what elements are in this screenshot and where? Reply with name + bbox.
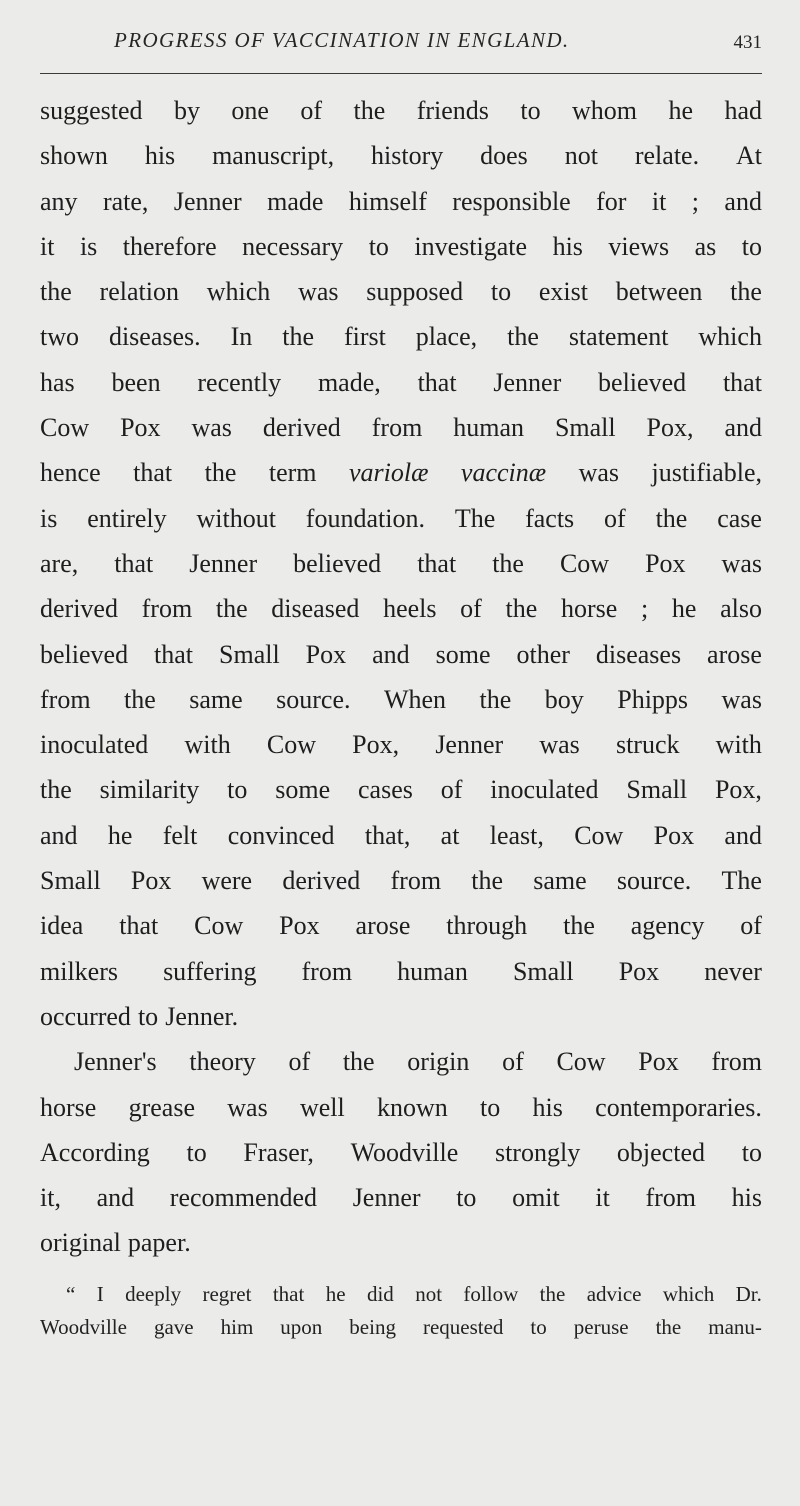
word: origin	[407, 1047, 470, 1077]
word: and	[724, 413, 762, 443]
word: one	[231, 96, 269, 125]
block-quote	[40, 1278, 762, 1344]
word: was	[191, 413, 232, 443]
word: of	[300, 96, 323, 125]
word: to	[456, 1183, 477, 1213]
word: his	[532, 1092, 563, 1122]
word: as	[694, 231, 717, 261]
word: Woodville	[40, 1315, 127, 1339]
word: did	[366, 1282, 394, 1306]
word: of	[740, 911, 762, 941]
word: In	[230, 322, 253, 352]
text-line	[40, 858, 762, 903]
word: Fraser,	[243, 1137, 314, 1167]
word: relate.	[634, 141, 700, 171]
word: grease	[128, 1092, 195, 1122]
word: shown	[40, 141, 108, 171]
text-line	[40, 994, 762, 1039]
page-number: 431	[733, 32, 762, 53]
word: that	[722, 367, 762, 397]
word: he	[107, 820, 133, 850]
word: same	[189, 684, 243, 714]
word: manu-	[708, 1315, 762, 1339]
text-line	[40, 586, 762, 631]
quote-line	[40, 1311, 762, 1344]
word: derived	[282, 866, 361, 896]
word: first	[343, 322, 386, 352]
word: occurred	[40, 1001, 131, 1031]
text-line	[40, 450, 762, 495]
word: similarity	[99, 775, 200, 805]
word: suffering	[163, 956, 257, 986]
word: boy	[544, 684, 584, 714]
word: diseases	[595, 639, 682, 669]
text-line	[40, 360, 762, 405]
word: Pox	[653, 820, 695, 850]
word: responsible	[452, 186, 571, 216]
text-line	[40, 767, 762, 812]
word: it	[40, 231, 55, 261]
word: original	[40, 1228, 121, 1258]
word: felt	[162, 820, 198, 850]
word: Cow	[266, 730, 316, 760]
word: which	[662, 1282, 715, 1306]
word: inoculated	[490, 775, 599, 805]
word: of	[288, 1047, 311, 1077]
word: for	[596, 186, 627, 216]
word: diseased	[271, 594, 360, 624]
word: ;	[640, 594, 649, 624]
word: from	[711, 1047, 762, 1077]
word: deeply	[125, 1282, 182, 1306]
text-line	[40, 88, 762, 133]
text-line	[40, 813, 762, 858]
text-line	[40, 1220, 762, 1265]
word: known	[377, 1092, 448, 1122]
text-line	[40, 1085, 762, 1130]
word: to	[368, 231, 389, 261]
word: Pox	[120, 413, 161, 443]
text-line	[40, 1130, 762, 1175]
word: two	[40, 322, 79, 352]
word: I	[96, 1282, 104, 1306]
word: which	[698, 322, 762, 352]
word: same	[533, 866, 587, 896]
word: of	[460, 594, 482, 624]
word: heels	[383, 594, 437, 624]
word: Dr.	[735, 1282, 762, 1306]
word: the	[563, 911, 595, 941]
word: that	[133, 458, 173, 488]
word: Jenner's	[74, 1047, 157, 1077]
word: been	[111, 367, 161, 397]
word: some	[435, 639, 491, 669]
word: Woodville	[350, 1137, 459, 1167]
word: the	[40, 775, 72, 805]
word: idea	[40, 911, 84, 941]
word: The	[721, 866, 762, 896]
word: with	[715, 730, 762, 760]
running-title: PROGRESS OF VACCINATION IN ENGLAND.	[114, 28, 570, 52]
word: Cow	[574, 820, 624, 850]
word: Cow	[559, 548, 610, 578]
word: other	[516, 639, 570, 669]
word: Pox	[279, 911, 320, 941]
word: place,	[415, 322, 478, 352]
word: struck	[615, 730, 680, 760]
word: statement	[568, 322, 669, 352]
word: Pox,	[352, 730, 400, 760]
word: the	[40, 277, 72, 307]
word: it	[651, 186, 667, 216]
word: diseases.	[108, 322, 201, 352]
text-line	[40, 1039, 762, 1084]
word: arose	[707, 639, 762, 669]
word: the	[215, 594, 248, 624]
text-line	[40, 632, 762, 677]
word: vaccinæ	[460, 458, 547, 488]
word: peruse	[573, 1315, 629, 1339]
word: variolæ	[348, 458, 429, 488]
word: were	[201, 866, 253, 896]
word: rate,	[102, 186, 149, 216]
word: to	[137, 1001, 159, 1031]
quote-line	[40, 1278, 762, 1311]
word: derived	[262, 413, 341, 443]
word: the	[471, 866, 504, 896]
word: the	[507, 322, 539, 352]
word: the	[730, 277, 762, 307]
word: paper.	[127, 1228, 191, 1258]
word: from	[301, 956, 353, 986]
word: recently	[197, 367, 282, 397]
word: him	[220, 1315, 254, 1339]
word: case	[717, 503, 762, 533]
word: to	[480, 1092, 501, 1122]
word: his	[731, 1183, 762, 1213]
word: not	[415, 1282, 443, 1306]
word: made	[267, 186, 324, 216]
word: Small	[554, 413, 616, 443]
word: of	[502, 1047, 524, 1077]
word: When	[383, 684, 447, 714]
word: from	[371, 413, 423, 443]
word: that	[272, 1282, 305, 1306]
word: that	[417, 548, 457, 578]
word: to	[227, 775, 248, 805]
word: from	[141, 594, 193, 624]
word: which	[206, 277, 271, 307]
word: Pox	[645, 548, 686, 578]
word: that	[417, 367, 457, 397]
word: The	[454, 503, 496, 533]
word: it	[595, 1183, 610, 1213]
word: views	[608, 231, 670, 261]
word: human	[397, 956, 468, 986]
word: term	[268, 458, 317, 488]
word: between	[615, 277, 703, 307]
word: investigate	[414, 231, 528, 261]
word: recommended	[169, 1183, 318, 1213]
word: Small	[40, 866, 101, 896]
word: to	[520, 96, 541, 125]
word: never	[704, 956, 762, 986]
word: was	[298, 277, 339, 307]
word: manuscript,	[212, 141, 335, 171]
word: made,	[317, 367, 381, 397]
word: Jenner	[352, 1183, 421, 1213]
word: horse	[560, 594, 618, 624]
word: to	[186, 1137, 207, 1167]
word: had	[724, 96, 762, 125]
word: Phipps	[617, 684, 689, 714]
word: cases	[358, 775, 413, 805]
word: inoculated	[40, 730, 149, 760]
word: was	[721, 684, 762, 714]
word: hence	[40, 458, 101, 488]
word: exist	[538, 277, 588, 307]
word: the	[479, 684, 512, 714]
word: Jenner	[435, 730, 504, 760]
running-head	[40, 28, 762, 68]
word: without	[196, 503, 276, 533]
word: objected	[616, 1137, 705, 1167]
text-line	[40, 133, 762, 178]
word: his	[144, 141, 176, 171]
word: his	[552, 231, 583, 261]
word: through	[446, 911, 528, 941]
word: Cow	[194, 911, 244, 941]
word: to	[490, 277, 512, 307]
word: supposed	[366, 277, 464, 307]
word: and	[96, 1183, 135, 1213]
word: also	[720, 594, 762, 624]
word: Jenner	[189, 548, 258, 578]
word: and	[40, 820, 78, 850]
word: the	[539, 1282, 566, 1306]
word: has	[40, 367, 75, 397]
word: regret	[202, 1282, 252, 1306]
word: does	[480, 141, 528, 171]
word: at	[440, 820, 460, 850]
word: that	[119, 911, 159, 941]
word: any	[40, 186, 78, 216]
word: the	[124, 684, 156, 714]
text-line	[40, 314, 762, 359]
word: friends	[416, 96, 489, 125]
word: to	[741, 1137, 762, 1167]
word: the	[655, 1315, 682, 1339]
word: follow	[463, 1282, 519, 1306]
word: that	[154, 639, 194, 669]
word: Jenner.	[165, 1001, 239, 1031]
text-line	[40, 541, 762, 586]
word: history	[371, 141, 444, 171]
word: advice	[586, 1282, 642, 1306]
word: relation	[99, 277, 179, 307]
word: from	[40, 684, 91, 714]
word: he	[325, 1282, 346, 1306]
word: According	[40, 1137, 150, 1167]
word: Jenner	[173, 186, 242, 216]
word: being	[349, 1315, 396, 1339]
word: foundation.	[305, 503, 425, 533]
word: well	[299, 1092, 345, 1122]
word: At	[736, 141, 762, 171]
word: of	[604, 503, 626, 533]
word: horse	[40, 1092, 97, 1122]
text-line	[40, 1175, 762, 1220]
word: to	[530, 1315, 547, 1339]
word: was	[539, 730, 580, 760]
word: the	[353, 96, 386, 125]
word: Pox,	[714, 775, 762, 805]
text-line	[40, 496, 762, 541]
word: source.	[616, 866, 692, 896]
word: was	[721, 548, 762, 578]
word: the	[282, 322, 314, 352]
word: the	[505, 594, 538, 624]
word: to	[741, 231, 762, 261]
word: suggested	[40, 96, 143, 125]
word: Pox	[638, 1047, 679, 1077]
word: facts	[525, 503, 575, 533]
word: by	[173, 96, 200, 125]
word: not	[564, 141, 598, 171]
word: Pox,	[646, 413, 694, 443]
word: milkers	[40, 956, 118, 986]
word: the	[655, 503, 688, 533]
word: least,	[489, 820, 544, 850]
word: strongly	[494, 1137, 581, 1167]
word: Small	[626, 775, 688, 805]
word: the	[204, 458, 237, 488]
word: “	[66, 1282, 76, 1306]
word: from	[390, 866, 442, 896]
word: convinced	[227, 820, 335, 850]
word: Pox	[618, 956, 660, 986]
word: Pox	[130, 866, 172, 896]
word: it,	[40, 1183, 61, 1213]
word: entirely	[87, 503, 167, 533]
word: derived	[40, 594, 118, 624]
word: that	[114, 548, 154, 578]
word: believed	[598, 367, 687, 397]
word: Jenner	[493, 367, 562, 397]
text-line	[40, 405, 762, 450]
word: are,	[40, 548, 79, 578]
word: gave	[153, 1315, 194, 1339]
word: and	[724, 186, 762, 216]
text-line	[40, 179, 762, 224]
text-line	[40, 677, 762, 722]
word: Pox	[305, 639, 347, 669]
word: agency	[630, 911, 705, 941]
word: Cow	[556, 1047, 606, 1077]
word: is	[79, 231, 98, 261]
text-line	[40, 722, 762, 767]
word: theory	[189, 1047, 256, 1077]
word: that,	[364, 820, 411, 850]
word: himself	[348, 186, 427, 216]
word: believed	[40, 639, 129, 669]
word: Small	[512, 956, 574, 986]
word: some	[275, 775, 331, 805]
word: from	[645, 1183, 697, 1213]
word: source.	[276, 684, 351, 714]
word: therefore	[122, 231, 217, 261]
word: the	[492, 548, 524, 578]
word: of	[440, 775, 463, 805]
text-line	[40, 224, 762, 269]
word: contemporaries.	[595, 1092, 762, 1122]
word: arose	[355, 911, 411, 941]
word: the	[342, 1047, 375, 1077]
word: and	[724, 820, 762, 850]
word: and	[372, 639, 410, 669]
word: necessary	[242, 231, 344, 261]
header-rule	[40, 73, 762, 74]
text-line	[40, 269, 762, 314]
word: was	[227, 1092, 268, 1122]
word: ;	[691, 186, 699, 216]
word: with	[184, 730, 231, 760]
body-text	[40, 88, 762, 1266]
word: is	[40, 503, 58, 533]
word: justifiable,	[651, 458, 762, 488]
word: he	[668, 96, 694, 125]
word: human	[453, 413, 524, 443]
word: upon	[280, 1315, 323, 1339]
word: Cow	[40, 413, 90, 443]
word: whom	[572, 96, 638, 125]
word: Small	[219, 639, 280, 669]
text-line	[40, 949, 762, 994]
word: believed	[293, 548, 382, 578]
text-line	[40, 903, 762, 948]
word: omit	[512, 1183, 560, 1213]
word: requested	[422, 1315, 504, 1339]
word: he	[671, 594, 697, 624]
word: was	[578, 458, 620, 488]
